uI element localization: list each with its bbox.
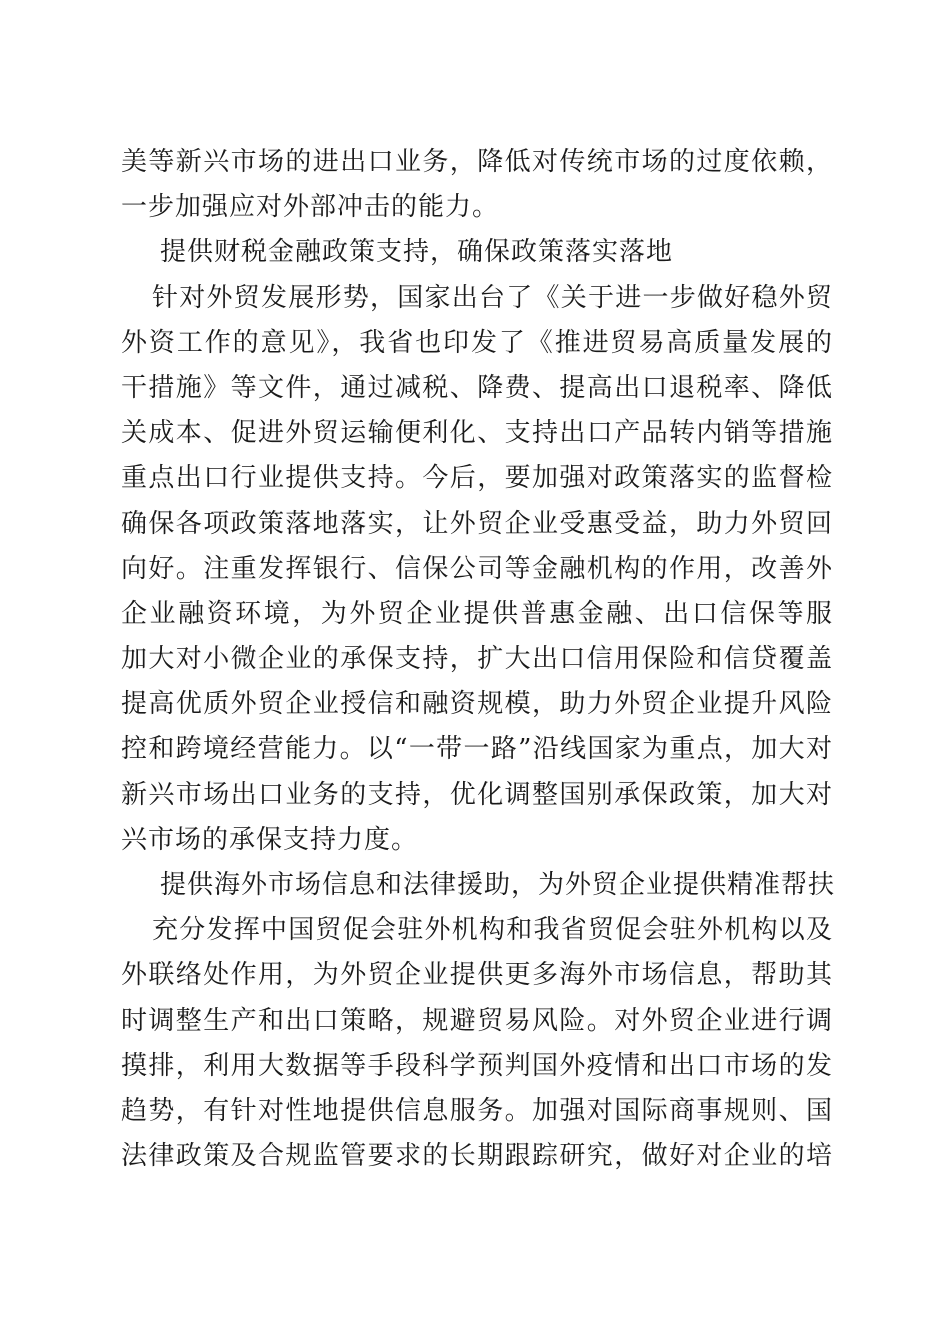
paragraph-line: 重点出口行业提供支持。今后，要加强对政策落实的监督检 <box>121 463 833 494</box>
paragraph-line: 关成本、促进外贸运输便利化、支持出口产品转内销等措施 <box>121 418 833 449</box>
paragraph-line: 新兴市场出口业务的支持，优化调整国别承保政策，加大对 <box>121 779 833 810</box>
paragraph-line: 确保各项政策落地落实，让外贸企业受惠受益，助力外贸回 <box>121 508 833 539</box>
section-heading: 提供海外市场信息和法律援助，为外贸企业提供精准帮扶 <box>160 870 836 900</box>
paragraph-line: 针对外贸发展形势，国家出台了《关于进一步做好稳外贸 <box>152 282 833 313</box>
paragraph-line: 向好。注重发挥银行、信保公司等金融机构的作用，改善外 <box>121 553 833 584</box>
paragraph-line: 充分发挥中国贸促会驻外机构和我省贸促会驻外机构以及 <box>152 915 833 946</box>
section-heading: 提供财税金融政策支持，确保政策落实落地 <box>160 237 674 268</box>
paragraph-line: 干措施》等文件，通过减税、降费、提高出口退税率、降低 <box>121 372 833 403</box>
paragraph-line: 控和跨境经营能力。以“一带一路”沿线国家为重点，加大对 <box>121 734 833 765</box>
paragraph-line: 时调整生产和出口策略，规避贸易风险。对外贸企业进行调 <box>121 1005 833 1036</box>
paragraph-line: 提高优质外贸企业授信和融资规模，助力外贸企业提升风险 <box>121 689 833 720</box>
paragraph-line: 法律政策及合规监管要求的长期跟踪研究，做好对企业的培 <box>121 1141 833 1172</box>
paragraph-line: 加大对小微企业的承保支持，扩大出口信用保险和信贷覆盖 <box>121 644 833 675</box>
paragraph-line: 外资工作的意见》，我省也印发了《推进贸易高质量发展的 <box>121 327 833 358</box>
paragraph-line: 一步加强应对外部冲击的能力。 <box>121 192 500 223</box>
paragraph-line: 外联络处作用，为外贸企业提供更多海外市场信息，帮助其 <box>121 960 833 991</box>
paragraph-line: 兴市场的承保支持力度。 <box>121 824 419 855</box>
paragraph-line: 美等新兴市场的进出口业务，降低对传统市场的过度依赖， <box>121 147 833 177</box>
paragraph-line: 企业融资环境，为外贸企业提供普惠金融、出口信保等服 <box>121 598 833 629</box>
paragraph-line: 趋势，有针对性地提供信息服务。加强对国际商事规则、国 <box>121 1095 833 1126</box>
document-body <box>121 140 836 1179</box>
paragraph-line: 摸排，利用大数据等手段科学预判国外疫情和出口市场的发 <box>121 1050 833 1081</box>
